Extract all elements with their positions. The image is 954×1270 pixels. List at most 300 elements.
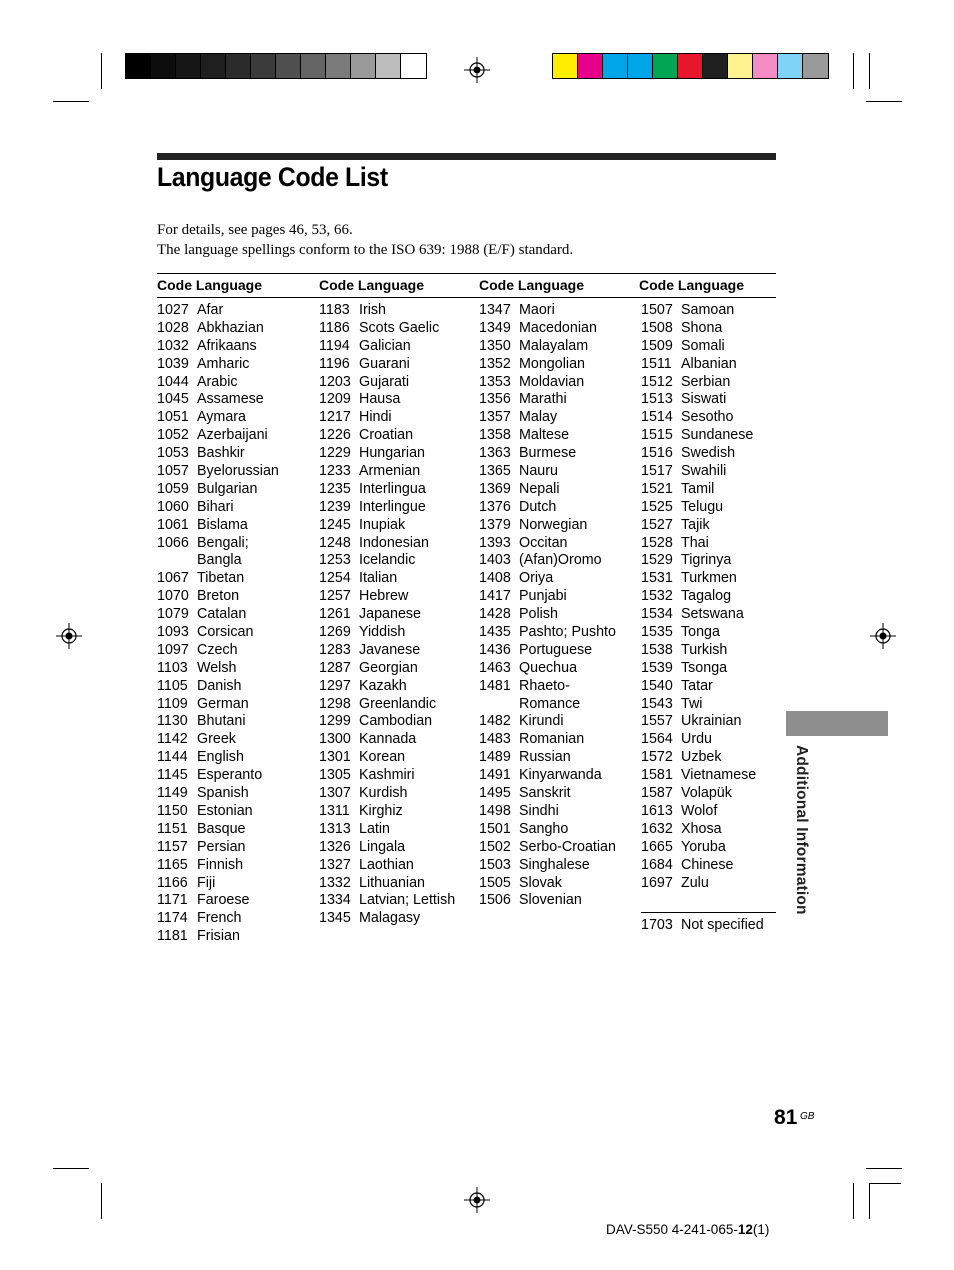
language-name: Turkish <box>681 641 728 658</box>
language-code: 1151 <box>157 820 188 837</box>
table-row <box>319 320 474 338</box>
table-row <box>319 535 474 553</box>
table-row <box>641 696 776 714</box>
color-swatch <box>678 54 703 78</box>
language-code: 1376 <box>479 498 511 515</box>
language-code: 1186 <box>319 319 350 336</box>
table-row <box>157 481 312 499</box>
language-code: 1060 <box>157 498 189 515</box>
language-code: 1297 <box>319 677 351 694</box>
table-row <box>479 427 634 445</box>
title-rule <box>157 153 776 160</box>
document-code-suffix: (1) <box>752 1222 770 1237</box>
table-row <box>641 713 776 731</box>
language-name: Frisian <box>197 928 240 945</box>
language-code: 1028 <box>157 319 189 336</box>
language-name: Romanian <box>519 731 585 748</box>
language-code: 1144 <box>157 749 188 766</box>
language-name: Spanish <box>197 785 249 802</box>
table-row <box>157 445 312 463</box>
language-name: English <box>197 749 244 766</box>
language-name: Armenian <box>359 463 421 480</box>
table-row <box>641 302 776 320</box>
language-name: Cambodian <box>359 713 433 730</box>
color-swatch <box>376 54 401 78</box>
language-code: 1194 <box>319 337 350 354</box>
language-name: Faroese <box>197 892 250 909</box>
language-code: 1109 <box>157 695 188 712</box>
table-row <box>319 409 474 427</box>
language-name: Serbian <box>681 373 731 390</box>
language-code: 1353 <box>479 373 511 390</box>
crop-mark <box>869 53 870 89</box>
table-row <box>319 910 474 928</box>
color-swatch <box>276 54 301 78</box>
table-row <box>641 391 776 409</box>
section-label <box>788 745 812 945</box>
language-name: Kirundi <box>519 713 564 730</box>
table-row <box>641 535 776 553</box>
table-row <box>157 767 312 785</box>
table-row <box>641 570 776 588</box>
language-code: 1572 <box>641 749 673 766</box>
language-code: 1703 <box>641 917 673 933</box>
language-code: 1059 <box>157 480 189 497</box>
language-name: Hindi <box>359 409 392 426</box>
language-code: 1103 <box>157 659 188 676</box>
language-code: 1245 <box>319 516 351 533</box>
language-name: Albanian <box>681 355 737 372</box>
language-name: Wolof <box>681 802 718 819</box>
language-name: Samoan <box>681 302 735 318</box>
language-code: 1498 <box>479 802 511 819</box>
language-name: Georgian <box>359 659 418 676</box>
color-calibration-bar <box>552 53 829 79</box>
language-code: 1501 <box>479 820 511 837</box>
table-row <box>479 785 634 803</box>
language-name: Yiddish <box>359 624 406 641</box>
language-code: 1436 <box>479 641 511 658</box>
language-name: Kazakh <box>359 677 407 694</box>
table-row <box>641 481 776 499</box>
language-code: 1408 <box>479 570 511 587</box>
language-name: Polish <box>519 606 558 623</box>
language-name: French <box>197 910 242 927</box>
table-row <box>319 445 474 463</box>
language-name: Marathi <box>519 391 567 408</box>
language-code: 1527 <box>641 516 673 533</box>
language-code: 1217 <box>319 409 351 426</box>
language-name: Sesotho <box>681 409 734 426</box>
table-row <box>479 517 634 535</box>
language-name: Hebrew <box>359 588 409 605</box>
table-row <box>319 391 474 409</box>
table-row <box>479 302 634 320</box>
language-code: 1044 <box>157 373 189 390</box>
column-header: Code Language <box>639 277 745 293</box>
language-code: 1435 <box>479 624 511 641</box>
language-code: 1540 <box>641 677 673 694</box>
language-code: 1254 <box>319 570 351 587</box>
language-name: Latvian; Lettish <box>359 892 456 909</box>
table-row <box>641 749 776 767</box>
language-code: 1684 <box>641 856 673 873</box>
language-code: 1300 <box>319 731 351 748</box>
language-name: Korean <box>359 749 406 766</box>
table-top-rule <box>157 273 776 274</box>
language-code: 1489 <box>479 749 511 766</box>
language-name: Ukrainian <box>681 713 742 730</box>
language-name: (Afan)Oromo <box>519 552 602 569</box>
language-code: 1417 <box>479 588 511 605</box>
language-name: Sindhi <box>519 802 559 819</box>
language-name: Guarani <box>359 355 410 372</box>
language-name: Xhosa <box>681 820 722 837</box>
color-swatch <box>628 54 653 78</box>
language-code: 1535 <box>641 624 673 641</box>
table-row <box>319 767 474 785</box>
table-row <box>319 642 474 660</box>
language-name: Italian <box>359 570 398 587</box>
language-name: Catalan <box>197 606 247 623</box>
table-row <box>157 839 312 857</box>
language-code: 1057 <box>157 463 189 480</box>
table-row <box>319 338 474 356</box>
language-name: Amharic <box>197 355 250 372</box>
table-row <box>157 588 312 606</box>
language-code: 1350 <box>479 337 511 354</box>
language-code: 1298 <box>319 695 351 712</box>
language-code: 1053 <box>157 445 189 462</box>
table-row <box>157 713 312 731</box>
language-name: Macedonian <box>519 319 597 336</box>
table-row <box>157 320 312 338</box>
table-row <box>641 499 776 517</box>
crop-mark <box>853 53 854 89</box>
language-code: 1332 <box>319 874 351 891</box>
registration-target-icon <box>870 623 896 649</box>
language-name: Interlingue <box>359 498 426 515</box>
table-row <box>479 892 634 910</box>
table-row <box>157 821 312 839</box>
table-row <box>641 642 776 660</box>
table-row <box>319 427 474 445</box>
not-specified-rule <box>641 912 776 913</box>
language-name: Malayalam <box>519 337 589 354</box>
language-code: 1509 <box>641 337 673 354</box>
language-column <box>157 302 312 946</box>
language-name: Breton <box>197 588 240 605</box>
language-name: Indonesian <box>359 534 429 551</box>
language-code: 1257 <box>319 588 351 605</box>
language-code: 1495 <box>479 785 511 802</box>
table-header-rule <box>157 297 776 298</box>
language-code: 1269 <box>319 624 351 641</box>
table-row <box>157 356 312 374</box>
language-name: Tatar <box>681 677 713 694</box>
language-code: 1150 <box>157 802 188 819</box>
language-name: German <box>197 695 249 712</box>
language-code: 1511 <box>641 355 672 372</box>
language-name: Burmese <box>519 445 577 462</box>
language-name: Tajik <box>681 516 710 533</box>
language-code: 1299 <box>319 713 351 730</box>
table-row <box>641 857 776 875</box>
document-code <box>606 1222 769 1237</box>
language-name: Bhutani <box>197 713 246 730</box>
language-code: 1229 <box>319 445 351 462</box>
table-row <box>479 320 634 338</box>
color-swatch <box>226 54 251 78</box>
table-row <box>479 463 634 481</box>
language-code: 1032 <box>157 337 189 354</box>
table-row <box>479 499 634 517</box>
language-name: Turkmen <box>681 570 737 587</box>
language-column <box>479 302 634 910</box>
color-swatch <box>603 54 628 78</box>
table-row <box>641 409 776 427</box>
language-name: Tigrinya <box>681 552 732 569</box>
language-name: Esperanto <box>197 767 263 784</box>
table-row <box>641 427 776 445</box>
table-row <box>479 803 634 821</box>
column-header: Code Language <box>319 277 425 293</box>
language-name: Abkhazian <box>197 319 264 336</box>
table-row <box>319 463 474 481</box>
language-code: 1313 <box>319 820 351 837</box>
language-code: 1261 <box>319 606 351 623</box>
language-name: Punjabi <box>519 588 567 605</box>
table-row <box>479 391 634 409</box>
language-column <box>641 302 776 892</box>
language-code: 1514 <box>641 409 673 426</box>
language-code: 1305 <box>319 767 351 784</box>
language-code: 1171 <box>157 892 188 909</box>
table-row <box>157 391 312 409</box>
table-row <box>641 660 776 678</box>
language-code: 1521 <box>641 480 673 497</box>
language-name: Lingala <box>359 838 406 855</box>
document-code-bold: 12 <box>737 1222 753 1237</box>
language-code: 1209 <box>319 391 351 408</box>
color-swatch <box>778 54 803 78</box>
section-tab <box>786 711 888 736</box>
table-row <box>319 517 474 535</box>
table-row <box>319 749 474 767</box>
language-code: 1428 <box>479 606 511 623</box>
table-row <box>641 320 776 338</box>
table-row <box>319 570 474 588</box>
language-code: 1517 <box>641 463 673 480</box>
color-swatch <box>703 54 728 78</box>
language-code: 1697 <box>641 874 673 891</box>
color-swatch <box>728 54 753 78</box>
language-name: Javanese <box>359 641 421 658</box>
language-column <box>319 302 474 928</box>
language-name: Slovenian <box>519 892 582 909</box>
language-code: 1345 <box>319 910 351 927</box>
language-code: 1070 <box>157 588 189 605</box>
language-name: Somali <box>681 337 725 354</box>
language-name: Afrikaans <box>197 337 257 354</box>
language-code: 1481 <box>479 677 511 694</box>
table-row <box>479 767 634 785</box>
language-code: 1491 <box>479 767 511 784</box>
language-code: 1226 <box>319 427 351 444</box>
language-name: Lithuanian <box>359 874 425 891</box>
color-swatch <box>326 54 351 78</box>
language-name: Oriya <box>519 570 554 587</box>
intro-line: For details, see pages 46, 53, 66. <box>157 222 353 238</box>
table-row <box>479 642 634 660</box>
table-row <box>319 356 474 374</box>
language-name: Greek <box>197 731 236 748</box>
language-name: Occitan <box>519 534 568 551</box>
table-row <box>157 696 312 714</box>
language-code: 1253 <box>319 552 351 569</box>
language-code: 1357 <box>479 409 511 426</box>
table-row <box>479 445 634 463</box>
language-name: Corsican <box>197 624 254 641</box>
table-row <box>479 535 634 553</box>
language-name: Laothian <box>359 856 414 873</box>
language-code: 1393 <box>479 534 511 551</box>
language-name: Bengali; <box>197 534 249 551</box>
language-name: Galician <box>359 337 411 354</box>
table-row <box>157 928 312 946</box>
language-code: 1045 <box>157 391 189 408</box>
language-code: 1531 <box>641 570 673 587</box>
language-code: 1358 <box>479 427 511 444</box>
language-code: 1334 <box>319 892 351 909</box>
table-row <box>319 857 474 875</box>
language-name: Byelorussian <box>197 463 279 480</box>
table-row <box>157 499 312 517</box>
language-code: 1051 <box>157 409 189 426</box>
table-row <box>641 875 776 893</box>
table-row <box>319 785 474 803</box>
language-code: 1581 <box>641 767 673 784</box>
table-row <box>479 696 634 714</box>
table-row <box>319 696 474 714</box>
table-row <box>157 338 312 356</box>
language-name: Sanskrit <box>519 785 571 802</box>
language-code: 1166 <box>157 874 188 891</box>
color-swatch <box>176 54 201 78</box>
table-row <box>641 731 776 749</box>
language-name: Malay <box>519 409 558 426</box>
table-row <box>641 839 776 857</box>
language-code: 1587 <box>641 785 673 802</box>
color-swatch <box>351 54 376 78</box>
table-row <box>641 678 776 696</box>
language-name: Kurdish <box>359 785 408 802</box>
table-row <box>157 892 312 910</box>
table-row <box>157 660 312 678</box>
language-name: Assamese <box>197 391 264 408</box>
table-row <box>479 821 634 839</box>
language-code: 1516 <box>641 445 673 462</box>
language-code: 1287 <box>319 659 351 676</box>
registration-target-icon <box>464 1187 490 1213</box>
crop-mark <box>53 101 89 102</box>
language-code: 1307 <box>319 785 351 802</box>
language-code: 1174 <box>157 910 188 927</box>
language-code: 1327 <box>319 856 351 873</box>
table-row <box>641 445 776 463</box>
language-code: 1543 <box>641 695 673 712</box>
language-code: 1512 <box>641 373 673 390</box>
table-row <box>319 499 474 517</box>
color-swatch <box>753 54 778 78</box>
color-swatch <box>653 54 678 78</box>
color-swatch <box>803 54 828 78</box>
language-name: Kinyarwanda <box>519 767 602 784</box>
table-row <box>479 875 634 893</box>
language-code: 1508 <box>641 319 673 336</box>
table-row <box>157 463 312 481</box>
language-code: 1506 <box>479 892 511 909</box>
table-row <box>157 409 312 427</box>
crop-mark <box>866 101 902 102</box>
language-code: 1505 <box>479 874 511 891</box>
language-code: 1379 <box>479 516 511 533</box>
color-swatch <box>201 54 226 78</box>
language-name: Bihari <box>197 498 234 515</box>
language-code: 1183 <box>319 302 350 318</box>
language-code: 1093 <box>157 624 189 641</box>
language-code: 1363 <box>479 445 511 462</box>
language-code: 1564 <box>641 731 673 748</box>
language-code: 1539 <box>641 659 673 676</box>
table-row <box>641 767 776 785</box>
language-name: Finnish <box>197 856 244 873</box>
table-row <box>319 731 474 749</box>
table-row <box>157 678 312 696</box>
language-name: Singhalese <box>519 856 590 873</box>
language-code: 1165 <box>157 856 188 873</box>
language-name: Fiji <box>197 874 216 891</box>
language-code: 1061 <box>157 516 189 533</box>
language-name: Latin <box>359 820 391 837</box>
language-name: Sundanese <box>681 427 754 444</box>
table-row <box>157 803 312 821</box>
language-code: 1235 <box>319 480 351 497</box>
language-name: Not specified <box>681 917 764 933</box>
table-row <box>157 785 312 803</box>
table-row <box>479 678 634 696</box>
language-name: Icelandic <box>359 552 416 569</box>
language-name: Kannada <box>359 731 417 748</box>
table-row <box>479 713 634 731</box>
language-code: 1665 <box>641 838 673 855</box>
section-label-text: Additional Information <box>793 745 810 915</box>
table-row <box>157 606 312 624</box>
language-name: Tagalog <box>681 588 732 605</box>
table-row <box>319 803 474 821</box>
language-code: 1097 <box>157 641 189 658</box>
table-row <box>479 857 634 875</box>
document-code-prefix: DAV-S550 4-241-065- <box>606 1222 738 1237</box>
language-name: Estonian <box>197 802 253 819</box>
table-row <box>641 552 776 570</box>
language-name: Kashmiri <box>359 767 415 784</box>
language-code: 1145 <box>157 767 188 784</box>
table-row <box>479 338 634 356</box>
column-header: Code Language <box>479 277 585 293</box>
page-number-suffix: GB <box>800 1111 815 1122</box>
table-row <box>319 588 474 606</box>
